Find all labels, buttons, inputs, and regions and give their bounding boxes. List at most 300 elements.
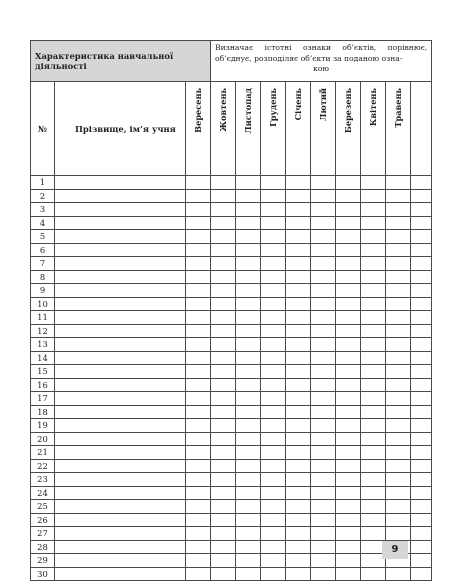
grade-cell[interactable] [361,486,386,500]
grade-cell[interactable] [261,297,286,311]
grade-cell[interactable] [261,243,286,257]
grade-cell[interactable] [286,392,311,406]
grade-cell[interactable] [236,270,261,284]
grade-cell[interactable] [236,540,261,554]
grade-cell[interactable] [311,351,336,365]
grade-cell[interactable] [286,446,311,460]
grade-cell[interactable] [361,284,386,298]
grade-cell[interactable] [411,446,432,460]
student-name-cell[interactable] [55,243,186,257]
grade-cell[interactable] [411,270,432,284]
grade-cell[interactable] [311,446,336,460]
student-name-cell[interactable] [55,527,186,541]
grade-cell[interactable] [211,216,236,230]
grade-cell[interactable] [261,567,286,581]
grade-cell[interactable] [336,500,361,514]
grade-cell[interactable] [311,311,336,325]
grade-cell[interactable] [261,203,286,217]
grade-cell[interactable] [336,365,361,379]
grade-cell[interactable] [186,338,211,352]
grade-cell[interactable] [311,540,336,554]
grade-cell[interactable] [386,419,411,433]
grade-cell[interactable] [411,473,432,487]
grade-cell[interactable] [211,203,236,217]
grade-cell[interactable] [211,257,236,271]
grade-cell[interactable] [261,257,286,271]
grade-cell[interactable] [411,324,432,338]
grade-cell[interactable] [236,405,261,419]
grade-cell[interactable] [261,284,286,298]
grade-cell[interactable] [361,473,386,487]
grade-cell[interactable] [411,513,432,527]
student-name-cell[interactable] [55,203,186,217]
grade-cell[interactable] [311,365,336,379]
grade-cell[interactable] [261,554,286,568]
grade-cell[interactable] [261,189,286,203]
student-name-cell[interactable] [55,257,186,271]
grade-cell[interactable] [211,486,236,500]
grade-cell[interactable] [336,392,361,406]
grade-cell[interactable] [236,473,261,487]
grade-cell[interactable] [361,378,386,392]
grade-cell[interactable] [411,189,432,203]
grade-cell[interactable] [336,567,361,581]
grade-cell[interactable] [211,176,236,190]
grade-cell[interactable] [211,405,236,419]
student-name-cell[interactable] [55,338,186,352]
grade-cell[interactable] [336,297,361,311]
grade-cell[interactable] [386,338,411,352]
grade-cell[interactable] [186,176,211,190]
grade-cell[interactable] [336,243,361,257]
grade-cell[interactable] [261,432,286,446]
grade-cell[interactable] [286,203,311,217]
grade-cell[interactable] [336,432,361,446]
grade-cell[interactable] [211,527,236,541]
grade-cell[interactable] [411,257,432,271]
student-name-cell[interactable] [55,365,186,379]
grade-cell[interactable] [236,486,261,500]
grade-cell[interactable] [411,527,432,541]
grade-cell[interactable] [261,176,286,190]
grade-cell[interactable] [186,311,211,325]
grade-cell[interactable] [261,270,286,284]
grade-cell[interactable] [211,459,236,473]
grade-cell[interactable] [336,446,361,460]
grade-cell[interactable] [236,189,261,203]
grade-cell[interactable] [361,270,386,284]
grade-cell[interactable] [311,527,336,541]
student-name-cell[interactable] [55,270,186,284]
grade-cell[interactable] [336,203,361,217]
grade-cell[interactable] [286,324,311,338]
student-name-cell[interactable] [55,230,186,244]
grade-cell[interactable] [261,473,286,487]
grade-cell[interactable] [311,189,336,203]
grade-cell[interactable] [311,284,336,298]
grade-cell[interactable] [386,473,411,487]
grade-cell[interactable] [261,513,286,527]
grade-cell[interactable] [336,351,361,365]
grade-cell[interactable] [236,284,261,298]
grade-cell[interactable] [236,432,261,446]
grade-cell[interactable] [386,392,411,406]
grade-cell[interactable] [386,311,411,325]
student-name-cell[interactable] [55,567,186,581]
student-name-cell[interactable] [55,459,186,473]
grade-cell[interactable] [236,243,261,257]
grade-cell[interactable] [361,297,386,311]
grade-cell[interactable] [411,419,432,433]
grade-cell[interactable] [236,338,261,352]
grade-cell[interactable] [411,392,432,406]
grade-cell[interactable] [336,311,361,325]
grade-cell[interactable] [211,392,236,406]
grade-cell[interactable] [261,500,286,514]
grade-cell[interactable] [261,324,286,338]
grade-cell[interactable] [261,338,286,352]
grade-cell[interactable] [336,216,361,230]
student-name-cell[interactable] [55,378,186,392]
student-name-cell[interactable] [55,500,186,514]
grade-cell[interactable] [386,486,411,500]
grade-cell[interactable] [286,554,311,568]
grade-cell[interactable] [211,324,236,338]
grade-cell[interactable] [386,365,411,379]
grade-cell[interactable] [411,540,432,554]
student-name-cell[interactable] [55,189,186,203]
grade-cell[interactable] [236,513,261,527]
grade-cell[interactable] [186,486,211,500]
grade-cell[interactable] [211,365,236,379]
grade-cell[interactable] [336,230,361,244]
grade-cell[interactable] [336,486,361,500]
grade-cell[interactable] [236,378,261,392]
grade-cell[interactable] [236,459,261,473]
grade-cell[interactable] [411,554,432,568]
grade-cell[interactable] [386,257,411,271]
grade-cell[interactable] [336,554,361,568]
grade-cell[interactable] [336,459,361,473]
grade-cell[interactable] [311,378,336,392]
grade-cell[interactable] [411,459,432,473]
grade-cell[interactable] [411,378,432,392]
grade-cell[interactable] [411,176,432,190]
grade-cell[interactable] [211,311,236,325]
grade-cell[interactable] [361,567,386,581]
grade-cell[interactable] [286,486,311,500]
grade-cell[interactable] [411,203,432,217]
student-name-cell[interactable] [55,540,186,554]
grade-cell[interactable] [311,392,336,406]
grade-cell[interactable] [186,297,211,311]
grade-cell[interactable] [261,405,286,419]
grade-cell[interactable] [261,486,286,500]
grade-cell[interactable] [211,500,236,514]
grade-cell[interactable] [361,365,386,379]
grade-cell[interactable] [211,432,236,446]
grade-cell[interactable] [411,243,432,257]
grade-cell[interactable] [336,540,361,554]
grade-cell[interactable] [186,270,211,284]
grade-cell[interactable] [286,500,311,514]
grade-cell[interactable] [186,527,211,541]
grade-cell[interactable] [211,189,236,203]
grade-cell[interactable] [386,432,411,446]
grade-cell[interactable] [411,297,432,311]
grade-cell[interactable] [261,216,286,230]
grade-cell[interactable] [186,324,211,338]
grade-cell[interactable] [386,567,411,581]
grade-cell[interactable] [311,230,336,244]
grade-cell[interactable] [311,500,336,514]
grade-cell[interactable] [286,378,311,392]
grade-cell[interactable] [411,432,432,446]
grade-cell[interactable] [361,230,386,244]
grade-cell[interactable] [186,432,211,446]
grade-cell[interactable] [361,338,386,352]
grade-cell[interactable] [286,176,311,190]
grade-cell[interactable] [311,554,336,568]
grade-cell[interactable] [261,378,286,392]
grade-cell[interactable] [186,419,211,433]
student-name-cell[interactable] [55,392,186,406]
grade-cell[interactable] [286,567,311,581]
grade-cell[interactable] [186,365,211,379]
grade-cell[interactable] [236,392,261,406]
grade-cell[interactable] [361,176,386,190]
grade-cell[interactable] [386,446,411,460]
grade-cell[interactable] [211,378,236,392]
grade-cell[interactable] [311,473,336,487]
grade-cell[interactable] [336,338,361,352]
grade-cell[interactable] [311,297,336,311]
grade-cell[interactable] [236,446,261,460]
grade-cell[interactable] [411,365,432,379]
grade-cell[interactable] [311,513,336,527]
grade-cell[interactable] [311,270,336,284]
grade-cell[interactable] [411,351,432,365]
grade-cell[interactable] [311,324,336,338]
grade-cell[interactable] [336,257,361,271]
grade-cell[interactable] [386,176,411,190]
grade-cell[interactable] [386,324,411,338]
grade-cell[interactable] [336,419,361,433]
grade-cell[interactable] [361,351,386,365]
grade-cell[interactable] [261,230,286,244]
grade-cell[interactable] [286,473,311,487]
grade-cell[interactable] [236,216,261,230]
grade-cell[interactable] [386,216,411,230]
student-name-cell[interactable] [55,284,186,298]
grade-cell[interactable] [386,527,411,541]
grade-cell[interactable] [386,297,411,311]
student-name-cell[interactable] [55,419,186,433]
grade-cell[interactable] [386,513,411,527]
grade-cell[interactable] [236,351,261,365]
grade-cell[interactable] [211,540,236,554]
grade-cell[interactable] [186,257,211,271]
grade-cell[interactable] [311,432,336,446]
grade-cell[interactable] [186,189,211,203]
student-name-cell[interactable] [55,554,186,568]
grade-cell[interactable] [211,473,236,487]
grade-cell[interactable] [261,459,286,473]
grade-cell[interactable] [411,486,432,500]
grade-cell[interactable] [186,378,211,392]
grade-cell[interactable] [286,297,311,311]
grade-cell[interactable] [211,338,236,352]
student-name-cell[interactable] [55,486,186,500]
student-name-cell[interactable] [55,324,186,338]
grade-cell[interactable] [236,176,261,190]
grade-cell[interactable] [411,500,432,514]
grade-cell[interactable] [361,513,386,527]
grade-cell[interactable] [261,527,286,541]
grade-cell[interactable] [361,405,386,419]
grade-cell[interactable] [411,230,432,244]
grade-cell[interactable] [286,270,311,284]
grade-cell[interactable] [336,378,361,392]
grade-cell[interactable] [236,203,261,217]
grade-cell[interactable] [261,311,286,325]
grade-cell[interactable] [311,486,336,500]
grade-cell[interactable] [311,203,336,217]
student-name-cell[interactable] [55,473,186,487]
grade-cell[interactable] [186,554,211,568]
grade-cell[interactable] [236,311,261,325]
grade-cell[interactable] [336,324,361,338]
grade-cell[interactable] [186,392,211,406]
grade-cell[interactable] [286,527,311,541]
grade-cell[interactable] [261,392,286,406]
grade-cell[interactable] [336,513,361,527]
grade-cell[interactable] [186,513,211,527]
grade-cell[interactable] [236,257,261,271]
grade-cell[interactable] [211,284,236,298]
grade-cell[interactable] [286,311,311,325]
grade-cell[interactable] [286,432,311,446]
grade-cell[interactable] [361,446,386,460]
grade-cell[interactable] [386,230,411,244]
grade-cell[interactable] [311,243,336,257]
grade-cell[interactable] [211,297,236,311]
grade-cell[interactable] [411,338,432,352]
grade-cell[interactable] [286,284,311,298]
grade-cell[interactable] [236,324,261,338]
grade-cell[interactable] [361,527,386,541]
grade-cell[interactable] [211,230,236,244]
grade-cell[interactable] [236,500,261,514]
grade-cell[interactable] [411,311,432,325]
grade-cell[interactable] [336,405,361,419]
grade-cell[interactable] [386,284,411,298]
grade-cell[interactable] [336,473,361,487]
grade-cell[interactable] [211,419,236,433]
grade-cell[interactable] [261,365,286,379]
grade-cell[interactable] [186,203,211,217]
grade-cell[interactable] [311,459,336,473]
grade-cell[interactable] [286,459,311,473]
grade-cell[interactable] [336,189,361,203]
grade-cell[interactable] [186,230,211,244]
grade-cell[interactable] [361,203,386,217]
student-name-cell[interactable] [55,351,186,365]
student-name-cell[interactable] [55,311,186,325]
grade-cell[interactable] [361,189,386,203]
grade-cell[interactable] [211,567,236,581]
grade-cell[interactable] [336,176,361,190]
grade-cell[interactable] [411,284,432,298]
grade-cell[interactable] [361,500,386,514]
grade-cell[interactable] [186,500,211,514]
grade-cell[interactable] [311,405,336,419]
grade-cell[interactable] [311,176,336,190]
grade-cell[interactable] [211,270,236,284]
student-name-cell[interactable] [55,176,186,190]
grade-cell[interactable] [286,230,311,244]
grade-cell[interactable] [261,540,286,554]
grade-cell[interactable] [311,257,336,271]
grade-cell[interactable] [186,446,211,460]
grade-cell[interactable] [386,405,411,419]
grade-cell[interactable] [186,351,211,365]
grade-cell[interactable] [386,189,411,203]
grade-cell[interactable] [186,243,211,257]
grade-cell[interactable] [386,459,411,473]
grade-cell[interactable] [186,567,211,581]
student-name-cell[interactable] [55,405,186,419]
grade-cell[interactable] [311,338,336,352]
grade-cell[interactable] [286,351,311,365]
grade-cell[interactable] [186,459,211,473]
grade-cell[interactable] [186,284,211,298]
grade-cell[interactable] [186,540,211,554]
grade-cell[interactable] [336,284,361,298]
grade-cell[interactable] [211,513,236,527]
grade-cell[interactable] [386,378,411,392]
grade-cell[interactable] [361,419,386,433]
grade-cell[interactable] [186,473,211,487]
grade-cell[interactable] [261,351,286,365]
grade-cell[interactable] [211,243,236,257]
grade-cell[interactable] [211,351,236,365]
grade-cell[interactable] [186,405,211,419]
grade-cell[interactable] [386,203,411,217]
grade-cell[interactable] [361,311,386,325]
grade-cell[interactable] [386,243,411,257]
grade-cell[interactable] [361,324,386,338]
grade-cell[interactable] [286,513,311,527]
grade-cell[interactable] [361,459,386,473]
grade-cell[interactable] [236,230,261,244]
grade-cell[interactable] [386,351,411,365]
grade-cell[interactable] [261,419,286,433]
grade-cell[interactable] [411,567,432,581]
grade-cell[interactable] [386,500,411,514]
grade-cell[interactable] [236,419,261,433]
student-name-cell[interactable] [55,432,186,446]
grade-cell[interactable] [336,527,361,541]
grade-cell[interactable] [236,297,261,311]
grade-cell[interactable] [311,419,336,433]
grade-cell[interactable] [286,419,311,433]
grade-cell[interactable] [411,216,432,230]
student-name-cell[interactable] [55,216,186,230]
grade-cell[interactable] [261,446,286,460]
grade-cell[interactable] [286,365,311,379]
grade-cell[interactable] [361,243,386,257]
